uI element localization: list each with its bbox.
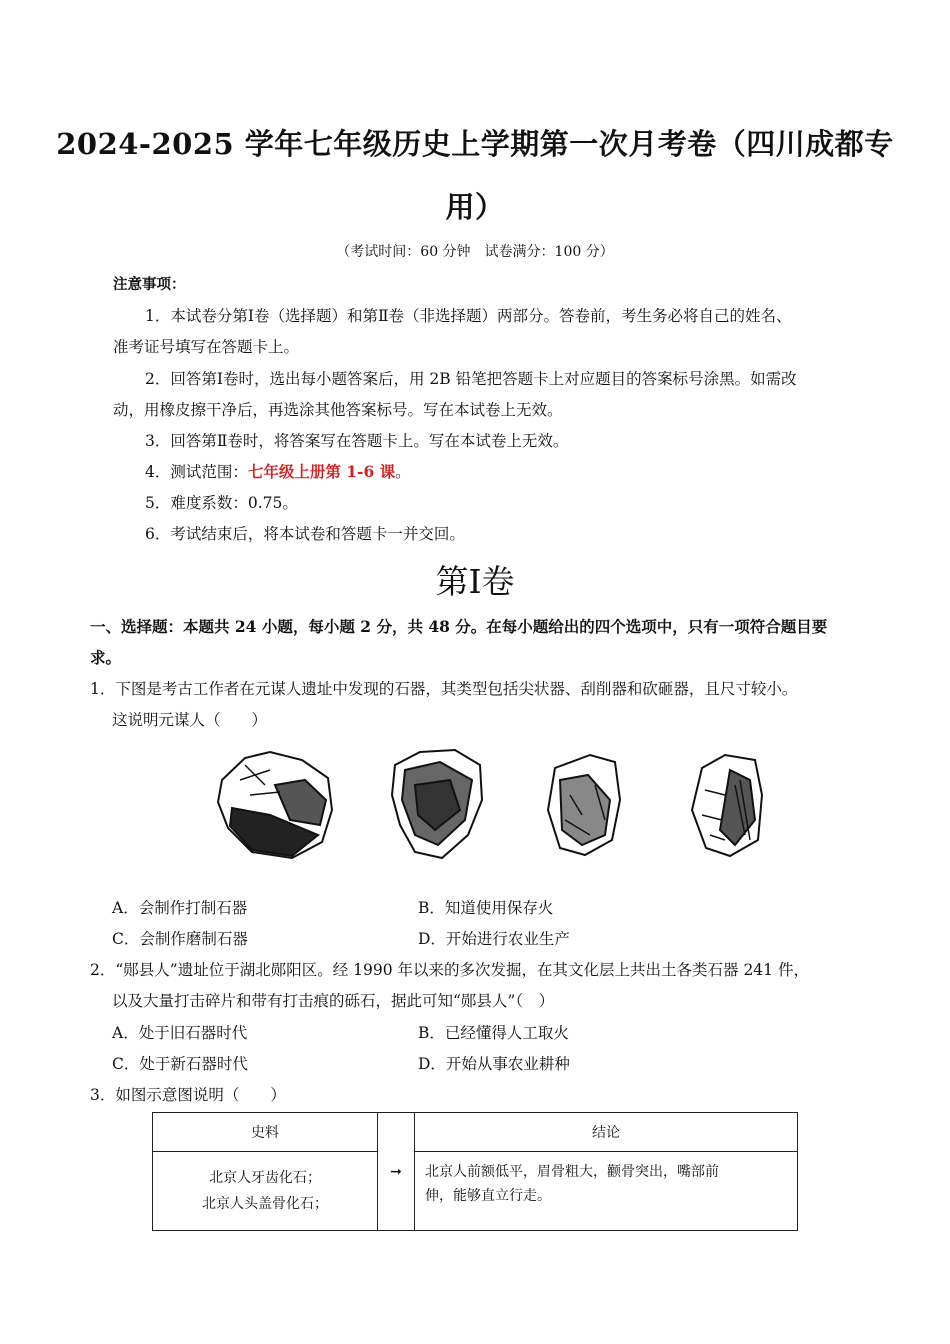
notice-item-4-prefix: 4．测试范围： bbox=[145, 463, 248, 481]
stone-tools-figure bbox=[210, 740, 780, 865]
stone-tool-4 bbox=[692, 755, 762, 856]
notice-item-2b: 动，用橡皮擦干净后，再选涂其他答案标号。写在本试卷上无效。 bbox=[113, 401, 563, 419]
q1-stem-b: 这说明元谋人（ ） bbox=[112, 711, 268, 729]
q2-option-d[interactable]: D．开始从事农业耕种 bbox=[418, 1055, 570, 1073]
q2-stem-a: 2．“郧县人”遗址位于湖北郧阳区。经 1990 年以来的多次发掘，在其文化层上共出土各类石器 241 件， bbox=[90, 961, 809, 979]
q2-option-c[interactable]: C．处于新石器时代 bbox=[112, 1055, 248, 1073]
q3-table-conclusion bbox=[415, 1152, 798, 1231]
q3-table bbox=[152, 1112, 798, 1231]
q2-option-b[interactable]: B．已经懂得人工取火 bbox=[418, 1024, 569, 1042]
notice-heading: 注意事项： bbox=[113, 276, 186, 293]
test-range: 七年级上册第 1-6 课 bbox=[247, 462, 396, 481]
exam-info: （考试时间：60 分钟 试卷满分：100 分） bbox=[336, 244, 614, 260]
notice-item-1b: 准考证号填写在答题卡上。 bbox=[113, 338, 300, 356]
q3-table-head-left: 史料 bbox=[153, 1113, 378, 1152]
q1-stem-a: 1．下图是考古工作者在元谋人遗址中发现的石器，其类型包括尖状器、刮削器和砍砸器，且尺寸较小。 bbox=[90, 680, 798, 698]
exam-title-line1: 2024-2025 学年七年级历史上学期第一次月考卷（四川成都专 bbox=[56, 127, 894, 161]
q3-conclusion-line1: 北京人前额低平，眉骨粗大，颧骨突出，嘴部前 bbox=[425, 1164, 719, 1180]
q3-evidence-line2: 北京人头盖骨化石； bbox=[202, 1196, 328, 1212]
notice-item-1a: 1．本试卷分第Ⅰ卷（选择题）和第Ⅱ卷（非选择题）两部分。答卷前，考生务必将自己的姓名、 bbox=[145, 307, 792, 325]
notice-item-6: 6．考试结束后，将本试卷和答题卡一并交回。 bbox=[145, 525, 465, 543]
notice-item-2a: 2．回答第Ⅰ卷时，选出每小题答案后，用 2B 铅笔把答题卡上对应题目的答案标号涂黑。如需改 bbox=[145, 370, 797, 388]
q3-evidence-line1: 北京人牙齿化石； bbox=[209, 1170, 321, 1186]
notice-item-4-suffix: 。 bbox=[395, 463, 411, 481]
q3-table-head-right: 结论 bbox=[415, 1113, 798, 1152]
q1-option-d[interactable]: D．开始进行农业生产 bbox=[418, 930, 570, 948]
q1-option-a[interactable]: A．会制作打制石器 bbox=[112, 899, 248, 917]
q2-stem-b: 以及大量打击碎片和带有打击痕的砾石，据此可知“郧县人”（ ） bbox=[112, 992, 555, 1010]
exam-title-line2: 用） bbox=[445, 190, 505, 224]
stone-tool-1 bbox=[218, 752, 332, 858]
section-heading-line2: 求。 bbox=[90, 648, 122, 667]
q2-option-a[interactable]: A．处于旧石器时代 bbox=[112, 1024, 248, 1042]
q3-table-arrow: ➞ bbox=[378, 1113, 415, 1231]
q3-table-evidence bbox=[153, 1152, 378, 1231]
section-heading-line1: 一、选择题：本题共 24 小题，每小题 2 分，共 48 分。在每小题给出的四个选项中，只有一项符合题目要 bbox=[90, 617, 828, 636]
notice-item-5: 5．难度系数：0.75。 bbox=[145, 494, 298, 512]
stone-tool-2 bbox=[392, 750, 482, 858]
q3-stem: 3．如图示意图说明（ ） bbox=[90, 1086, 286, 1104]
q1-option-c[interactable]: C．会制作磨制石器 bbox=[112, 930, 248, 948]
volume-title: 第Ⅰ卷 bbox=[435, 562, 515, 601]
stone-tool-3 bbox=[548, 755, 620, 855]
q1-option-b[interactable]: B．知道使用保存火 bbox=[418, 899, 554, 917]
notice-item-3: 3．回答第Ⅱ卷时，将答案写在答题卡上。写在本试卷上无效。 bbox=[145, 432, 569, 450]
notice-item-4 bbox=[145, 460, 411, 482]
q3-conclusion-line2: 伸，能够直立行走。 bbox=[425, 1188, 551, 1204]
